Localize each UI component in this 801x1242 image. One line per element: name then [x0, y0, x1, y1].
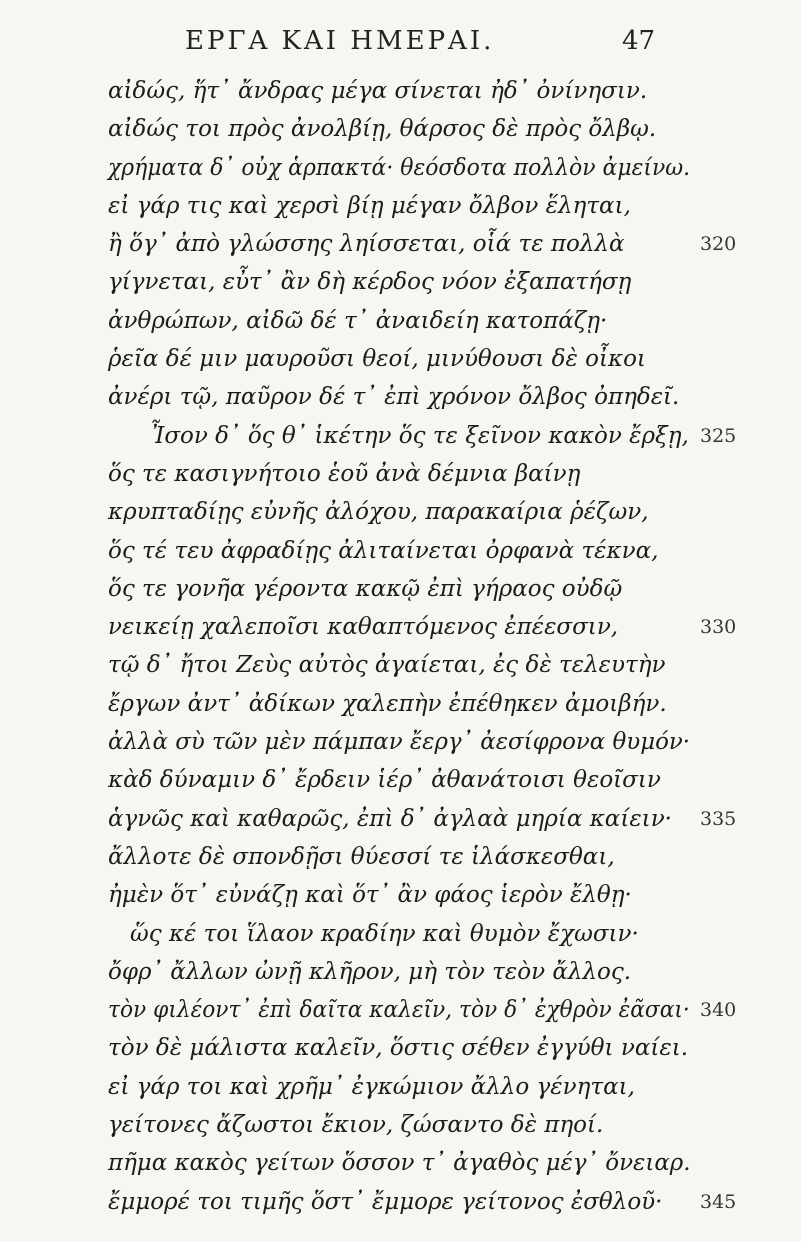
verse-text: ἀνθρώπων, αἰδῶ δέ τ᾽ ἀναιδείη κατοπάζῃ· [108, 307, 608, 334]
verse-text: τὸν φιλέοντ᾽ ἐπὶ δαῖτα καλεῖν, τὸν δ᾽ ἐχθρὸν ἐᾶσαι· [108, 997, 690, 1024]
verse-text: κρυπταδίῃς εὐνῆς ἀλόχου, παρακαίρια ῥέζων, [108, 499, 649, 526]
verse-line [0, 723, 801, 761]
verse-line [0, 876, 801, 914]
verse-text: ἔργων ἀντ᾽ ἀδίκων χαλεπὴν ἐπέθηκεν ἀμοιβήν. [108, 690, 667, 717]
verse-line [0, 110, 801, 148]
verse-line [0, 378, 801, 416]
verse-text: εἰ γάρ τοι καὶ χρῆμ᾽ ἐγκώμιον ἄλλο γένηται, [108, 1073, 635, 1100]
verse-line [0, 149, 801, 187]
verse-text: χρήματα δ᾽ οὐχ ἁρπακτά· θεόσδοτα πολλὸν ἀμείνω. [108, 154, 691, 181]
line-number: 335 [700, 807, 737, 830]
line-number: 325 [700, 424, 737, 447]
verse-line [0, 1183, 801, 1221]
verse-line [0, 417, 801, 455]
verse-text: ὄφρ᾽ ἄλλων ὠνῇ κλῆρον, μὴ τὸν τεὸν ἄλλος. [108, 958, 632, 985]
verse-line [0, 991, 801, 1029]
verse-line [0, 263, 801, 301]
verse-text: Ἶσον δ᾽ ὅς θ᾽ ἱκέτην ὅς τε ξεῖνον κακὸν ἔρξῃ, [150, 422, 689, 449]
verse-text: ἀλλὰ σὺ τῶν μὲν πάμπαν ἔεργ᾽ ἀεσίφρονα θυμόν· [108, 729, 691, 756]
verse-line [0, 915, 801, 953]
verse-line [0, 302, 801, 340]
verse-text: νεικείῃ χαλεποῖσι καθαπτόμενος ἐπέεσσιν, [108, 614, 619, 641]
verse-text: ὥς κέ τοι ἵλαον κραδίην καὶ θυμὸν ἔχωσιν· [130, 920, 639, 947]
verse-text: τῷ δ᾽ ἤτοι Ζεὺς αὐτὸς ἀγαίεται, ἐς δὲ τελευτὴν [108, 652, 666, 679]
verse-line [0, 570, 801, 608]
verse-text: αἰδώς, ἥτ᾽ ἄνδρας μέγα σίνεται ἠδ᾽ ὀνίνησιν. [108, 78, 648, 104]
line-number: 340 [700, 999, 737, 1022]
verse-line [0, 1029, 801, 1067]
verse-text: ῥεῖα δέ μιν μαυροῦσι θεοί, μινύθουσι δὲ οἶκοι [108, 346, 646, 373]
verse-text: ἔμμορέ τοι τιμῆς ὅστ᾽ ἔμμορε γείτονος ἐσθλοῦ· [108, 1188, 663, 1215]
verse-text: αἰδώς τοι πρὸς ἀνολβίῃ, θάρσος δὲ πρὸς ὄλβῳ. [108, 116, 657, 143]
verse-line [0, 800, 801, 838]
verse-line [0, 72, 801, 110]
verse-block [0, 72, 801, 1221]
verse-line [0, 455, 801, 493]
verse-line [0, 953, 801, 991]
verse-text: γίγνεται, εὖτ᾽ ἂν δὴ κέρδος νόον ἐξαπατήσῃ [108, 269, 632, 296]
line-number: 345 [700, 1190, 737, 1213]
verse-line [0, 646, 801, 684]
verse-line [0, 340, 801, 378]
verse-text: κὰδ δύναμιν δ᾽ ἔρδειν ἱέρ᾽ ἀθανάτοισι θεοῖσιν [108, 767, 661, 794]
line-number: 330 [700, 616, 737, 639]
line-number: 320 [700, 233, 737, 256]
verse-line [0, 608, 801, 646]
verse-line [0, 187, 801, 225]
verse-text: ὅς τε κασιγνήτοιο ἑοῦ ἀνὰ δέμνια βαίνῃ [108, 460, 581, 487]
verse-text: ὅς τε γονῆα γέροντα κακῷ ἐπὶ γήραος οὐδῷ [108, 575, 623, 602]
verse-text: ἠμὲν ὅτ᾽ εὐνάζῃ καὶ ὅτ᾽ ἂν φάος ἱερὸν ἔλθῃ· [108, 882, 632, 909]
verse-line [0, 685, 801, 723]
verse-line [0, 493, 801, 531]
verse-line [0, 1068, 801, 1106]
verse-text: τὸν δὲ μάλιστα καλεῖν, ὅστις σέθεν ἐγγύθι ναίει. [108, 1035, 689, 1062]
verse-text: πῆμα κακὸς γείτων ὅσσον τ᾽ ἀγαθὸς μέγ᾽ ὄνειαρ. [108, 1150, 691, 1177]
verse-line [0, 761, 801, 799]
running-title: ΕΡΓΑ ΚΑΙ ΗΜΕΡΑΙ. [185, 26, 495, 56]
verse-line [0, 838, 801, 876]
verse-text: γείτονες ἄζωστοι ἔκιον, ζώσαντο δὲ πηοί. [108, 1112, 604, 1139]
verse-text: εἰ γάρ τις καὶ χερσὶ βίῃ μέγαν ὄλβον ἕληται, [108, 192, 631, 219]
page-number: 47 [622, 26, 656, 56]
verse-text: ἁγνῶς καὶ καθαρῶς, ἐπὶ δ᾽ ἀγλαὰ μηρία καίειν· [108, 805, 672, 832]
verse-text: ἀνέρι τῷ, παῦρον δέ τ᾽ ἐπὶ χρόνον ὄλβος ὀπηδεῖ. [108, 384, 680, 411]
verse-line [0, 1144, 801, 1182]
verse-text: ἢ ὅγ᾽ ἀπὸ γλώσσης ληίσσεται, οἷά τε πολλὰ [108, 231, 625, 258]
verse-line [0, 225, 801, 263]
verse-text: ἄλλοτε δὲ σπονδῇσι θύεσσί τε ἱλάσκεσθαι, [108, 843, 615, 870]
verse-line [0, 532, 801, 570]
verse-line [0, 1106, 801, 1144]
verse-text: ὅς τέ τευ ἀφραδίῃς ἀλιταίνεται ὀρφανὰ τέκνα, [108, 537, 659, 564]
